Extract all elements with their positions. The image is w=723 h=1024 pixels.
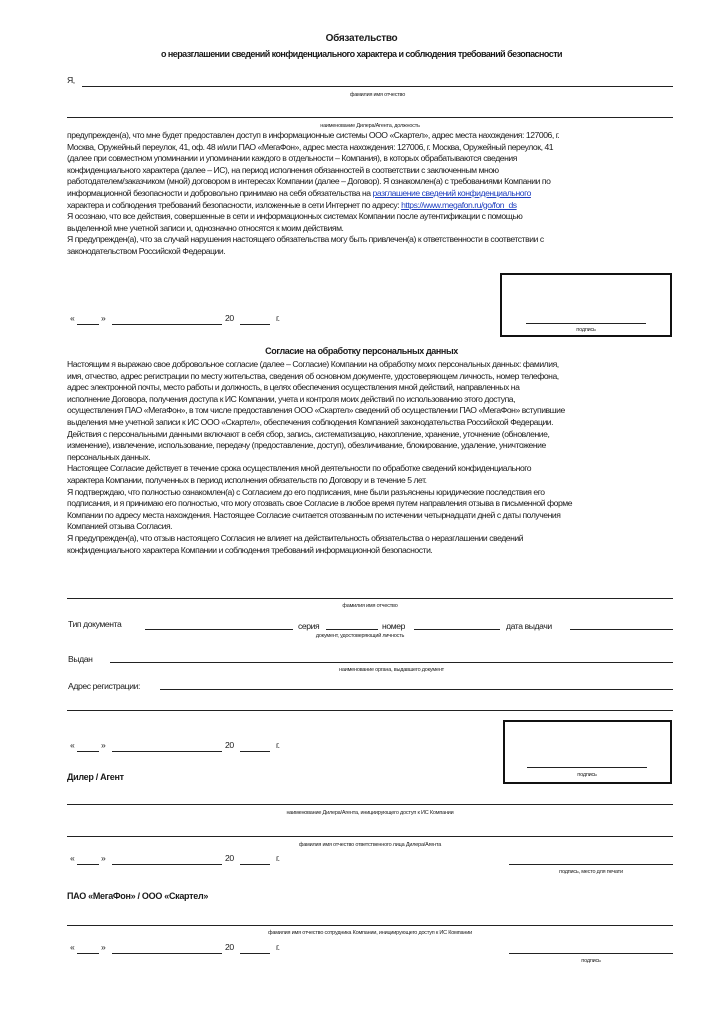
series-line[interactable] [326,629,378,630]
date-quote-open: « [70,740,75,750]
dealer-fio-line[interactable] [67,836,673,837]
obligation-line: Я предупрежден(а), что за случай нарушения настоящего обязательства могу быть привлечен(а) к ответственности в соответствии с [67,234,544,245]
date-quote-close: » [101,313,106,323]
consent-line: Компании по адресу места нахождения. Настоящее Согласие считается отозванным по истечении четырнадцати дней с даты получения [67,509,561,520]
date-year: 20 [225,942,234,952]
consent-line: исполнение Договора, получения доступа к ИС Компании, учета и контроля моих действий по использованию этого доступа, [67,393,516,404]
company-title: ПАО «МегаФон» / ООО «Скартел» [67,891,209,901]
series-label: серия [298,621,320,631]
obligation-line: предупрежден(а), что мне будет предоставлен доступ в информационные системы ООО «Скартел», адрес места нахождения: 127006, г. [67,130,560,140]
doc-caption: документ, удостоверяющий личность [315,633,405,639]
number-label: номер [382,621,405,631]
year-line[interactable] [240,324,270,325]
document-subtitle: о неразглашении сведений конфиденциального характера и соблюдения требований безопасности [160,49,563,59]
date-quote-open: « [70,853,75,863]
month-line[interactable] [112,324,222,325]
consent-line: Я предупрежден(а), что отзыв настоящего Согласия не влияет на действительность обязательства о неразглашении сведений [67,532,524,543]
date-quote-close: » [101,740,106,750]
date-quote-open: « [70,313,75,323]
month-line[interactable] [112,864,222,865]
consent-fio-line[interactable] [67,598,673,599]
number-line[interactable] [414,629,500,630]
date-quote-open: « [70,942,75,952]
day-line[interactable] [77,324,99,325]
obligation-line: выделенной мне учетной записи и, однозначно относятся к моим действиям. [67,222,344,233]
consent-line: имя, отчество, адрес регистрации по месту жительства, сведения об основном документе, удостоверяющем личность, номер телефона, [67,370,559,381]
dealer-position-line[interactable] [67,117,673,118]
signature-box[interactable] [500,273,672,337]
dealer-signature-line[interactable] [509,864,673,865]
obligation-line: конфиденциального характера (далее – ИС), на период исполнения обязанностей в соответствии с заключенным мною [67,164,499,175]
year-line[interactable] [240,751,270,752]
consent-signature-box[interactable] [503,720,672,784]
date-suffix: г. [276,942,280,952]
fio-caption: фамилия имя отчество [349,92,406,98]
issue-date-label: дата выдачи [506,621,552,631]
dealer-signature-caption: подпись, место для печати [559,869,623,875]
date-quote-close: » [101,853,106,863]
dealer-name-line[interactable] [67,804,673,805]
company-signature-caption: подпись [581,958,601,964]
day-line[interactable] [77,864,99,865]
issuer-line[interactable] [110,662,673,663]
nda-link[interactable]: разглашение сведений конфиденциального [372,187,531,198]
dealer-fio-caption: фамилия имя отчество ответственного лица Дилера/Агента [298,842,442,848]
company-fio-caption: фамилия имя отчество сотрудника Компании, инициирующего доступ к ИС Компании [268,930,472,936]
day-line[interactable] [77,751,99,752]
date-field [70,313,300,327]
year-line[interactable] [240,864,270,865]
consent-line: Настоящим я выражаю свое добровольное согласие (далее – Согласие) Компании на обработку моих персональных данных: фамилия, [67,359,559,369]
issued-label: Выдан [68,654,93,664]
obligation-text [67,130,560,258]
company-date-field [70,942,300,956]
month-line[interactable] [112,751,222,752]
signature-line[interactable] [526,323,646,324]
obligation-line: законодательством Российской Федерации. [67,245,226,256]
consent-line: Действия с персональными данными включают в себя сбор, запись, систематизацию, накопление, хранение, уточнение (обновление, [67,428,550,439]
obligation-line: работодателем/заказчиком (мной) договором в интересах Компании (далее – Договор). Я ознакомлен(а) с требованиями Компании по [67,176,551,187]
consent-line: подписания, и я принимаю его полностью, что могу отозвать свое Согласие в любое время путем направления отзыва в письменной форме [67,498,573,509]
consent-line: конфиденциального характера Компании и соблюдения требований информационной безопасности. [67,544,433,555]
obligation-line-text: характера и соблюдения требований безопасности, изложенные в сети Интернет по адресу: [67,199,402,210]
signature-caption: подпись [577,772,597,778]
company-fio-line[interactable] [67,925,673,926]
obligation-line: Москва, Оружейный переулок, 41, оф. 48 и/или ПАО «МегаФон», адрес места нахождения: 127006, г. Москва, Оружейный переулок, 41 [67,141,554,152]
date-year: 20 [225,853,234,863]
doc-type-line[interactable] [145,629,293,630]
date-quote-close: » [101,942,106,952]
address-line-2[interactable] [67,710,673,711]
dealer-date-field [70,853,300,867]
date-year: 20 [225,313,234,323]
dealer-name-caption: наименование Дилера/Агента, инициирующего доступ к ИС Компании [286,810,454,816]
company-signature-line[interactable] [509,953,673,954]
consent-text [67,359,573,556]
document-title: Обязательство [325,33,398,44]
consent-line: изменение), извлечение, использование, передачу (предоставление, доступ), обезличивание, блокирование, удаление, уничтожение [67,440,546,451]
issuer-caption: наименование органа, выдавшего документ [339,667,444,673]
consent-title: Согласие на обработку персональных данных [265,346,458,356]
doc-type-label: Тип документа [68,619,122,629]
consent-line: Компанией отзыва Согласия. [67,521,173,532]
consent-fio-caption: фамилия имя отчество [342,603,398,609]
consent-line: адрес электронной почты, место работы и должность, в целях обеспечения осуществления мной действий, направленных на [67,382,520,393]
obligation-line-text: информационной безопасности и добровольно принимаю на себя обязательства на [67,187,373,198]
date-suffix: г. [276,740,280,750]
address-label: Адрес регистрации: [68,681,140,691]
fio-line[interactable] [82,86,673,87]
consent-line: характера Компании, полученных в период исполнения обязательств по Договору и в течение 5 лет. [67,474,427,485]
issue-date-line[interactable] [570,629,673,630]
day-line[interactable] [77,953,99,954]
obligation-line-with-link [67,187,531,200]
address-line-1[interactable] [160,689,673,690]
consent-line: Настоящее Согласие действует в течение срока осуществления мной деятельности по обработке сведений конфиденциального [67,463,532,474]
consent-line: персональных данных. [67,451,151,462]
consent-line: Я подтверждаю, что полностью ознакомлен(а) с Согласием до его подписания, мне были разъяснены юридические последствия его [67,486,545,497]
signature-line[interactable] [527,767,647,768]
dealer-position-caption: наименование Дилера/Агента, должность [320,123,420,129]
policy-url-link[interactable]: https://www.megafon.ru/go/fon_ds [401,199,517,210]
date-suffix: г. [276,313,280,323]
consent-line: осуществления ПАО «МегаФон», в том числе предоставления ООО «Скартел» сведений об осуществлении ПАО «МегаФон» вступившие [67,405,565,416]
month-line[interactable] [112,953,222,954]
date-year: 20 [225,740,234,750]
dealer-title: Дилер / Агент [67,772,124,782]
consent-line: выделения мне учетной записи к ИС ООО «Скартел», обеспечения соблюдения Компанией законодательства Российской Федерации. [67,416,554,427]
obligation-line-with-url [67,199,517,212]
consent-date-field [70,740,300,754]
i-label: Я, [67,75,75,85]
obligation-line: (далее при совместном упоминании и упоминании каждого в отдельности – Компания), в которых обрабатываются сведения [67,153,517,164]
obligation-line: Я осознаю, что все действия, совершенные в сети и информационных системах Компании после аутентификации с помощью [67,211,523,222]
year-line[interactable] [240,953,270,954]
date-suffix: г. [276,853,280,863]
signature-caption: подпись [576,327,596,333]
